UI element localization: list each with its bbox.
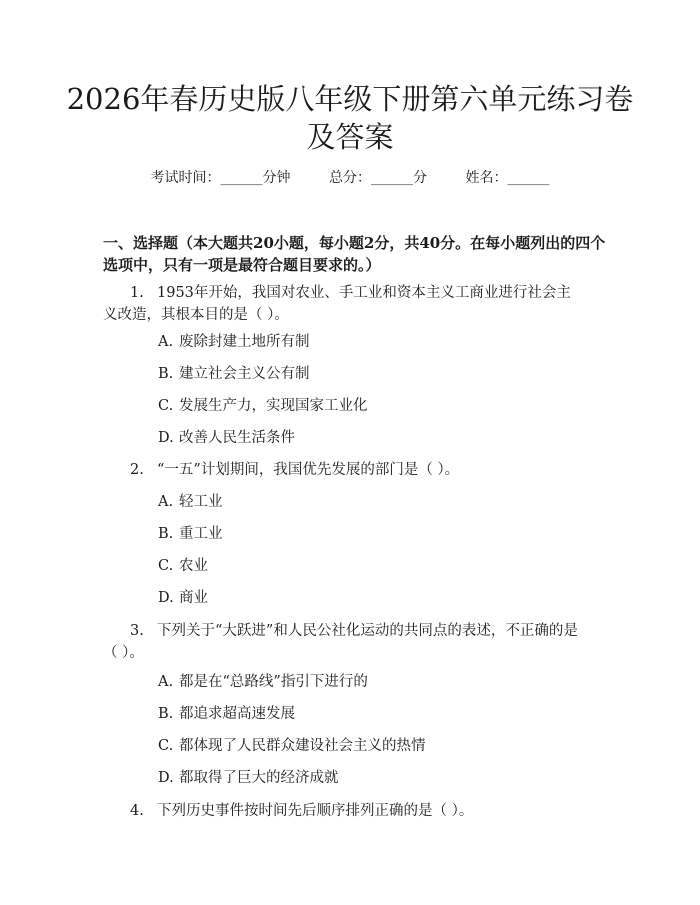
option-letter: D. bbox=[158, 770, 174, 786]
option-text: 都是在“总路线”指引下进行的 bbox=[179, 674, 368, 690]
option-letter: C. bbox=[158, 738, 174, 754]
question-3-option-b bbox=[158, 704, 598, 724]
exam-meta bbox=[0, 169, 700, 187]
question-2-option-b bbox=[158, 524, 598, 544]
student-name-field: 姓名：______ bbox=[465, 170, 550, 186]
option-letter: D. bbox=[158, 590, 174, 606]
page-title bbox=[40, 80, 660, 156]
option-text: 废除封建土地所有制 bbox=[179, 334, 310, 350]
option-letter: D. bbox=[158, 430, 174, 446]
question-4 bbox=[103, 800, 583, 822]
option-letter: C. bbox=[158, 398, 174, 414]
question-number: 2. bbox=[130, 462, 144, 478]
option-letter: A. bbox=[158, 674, 174, 690]
option-text: 改善人民生活条件 bbox=[179, 430, 295, 446]
question-1-option-c bbox=[158, 396, 598, 416]
title-line-2: 及答案 bbox=[306, 120, 394, 154]
question-text: 1953年开始，我国对农业、手工业和资本主义工商业进行社会主义改造，其根本目的是（ ）。 bbox=[103, 285, 571, 323]
question-2-option-a bbox=[158, 492, 598, 512]
option-text: 轻工业 bbox=[179, 494, 223, 510]
exam-time-field: 考试时间：______分钟 bbox=[150, 170, 291, 186]
option-text: 农业 bbox=[179, 558, 208, 574]
option-text: 发展生产力，实现国家工业化 bbox=[179, 398, 368, 414]
question-3-option-d bbox=[158, 768, 598, 788]
question-3 bbox=[103, 620, 583, 664]
title-line-1: 2026年春历史版八年级下册第六单元练习卷 bbox=[66, 82, 634, 116]
question-number: 3. bbox=[130, 623, 144, 639]
question-number: 1. bbox=[130, 285, 144, 301]
option-text: 商业 bbox=[179, 590, 208, 606]
question-text: 下列关于“大跃进”和人民公社化运动的共同点的表述，不正确的是（ ）。 bbox=[103, 623, 578, 661]
question-2-option-c bbox=[158, 556, 598, 576]
option-letter: A. bbox=[158, 494, 174, 510]
option-letter: C. bbox=[158, 558, 174, 574]
question-1-option-d bbox=[158, 428, 598, 448]
option-text: 都体现了人民群众建设社会主义的热情 bbox=[179, 738, 426, 754]
option-text: 重工业 bbox=[179, 526, 223, 542]
question-3-option-a bbox=[158, 672, 598, 692]
question-3-option-c bbox=[158, 736, 598, 756]
question-2 bbox=[103, 459, 583, 481]
option-letter: A. bbox=[158, 334, 174, 350]
question-text: “一五”计划期间，我国优先发展的部门是（ ）。 bbox=[157, 462, 460, 478]
option-letter: B. bbox=[158, 366, 174, 382]
total-score-field: 总分：______分 bbox=[329, 170, 427, 186]
question-number: 4. bbox=[130, 803, 144, 819]
question-text: 下列历史事件按时间先后顺序排列正确的是（ ）。 bbox=[157, 803, 474, 819]
option-text: 都取得了巨大的经济成就 bbox=[179, 770, 339, 786]
option-text: 都追求超高速发展 bbox=[179, 706, 295, 722]
option-text: 建立社会主义公有制 bbox=[179, 366, 310, 382]
option-letter: B. bbox=[158, 706, 174, 722]
question-1-option-b bbox=[158, 364, 598, 384]
question-2-option-d bbox=[158, 588, 598, 608]
option-letter: B. bbox=[158, 526, 174, 542]
question-1-option-a bbox=[158, 332, 598, 352]
question-1 bbox=[103, 282, 583, 326]
section-heading: 一、选择题（本大题共20小题，每小题2分，共40分。在每小题列出的四个选项中，只有一项是最符合题目要求的。） bbox=[103, 234, 606, 274]
